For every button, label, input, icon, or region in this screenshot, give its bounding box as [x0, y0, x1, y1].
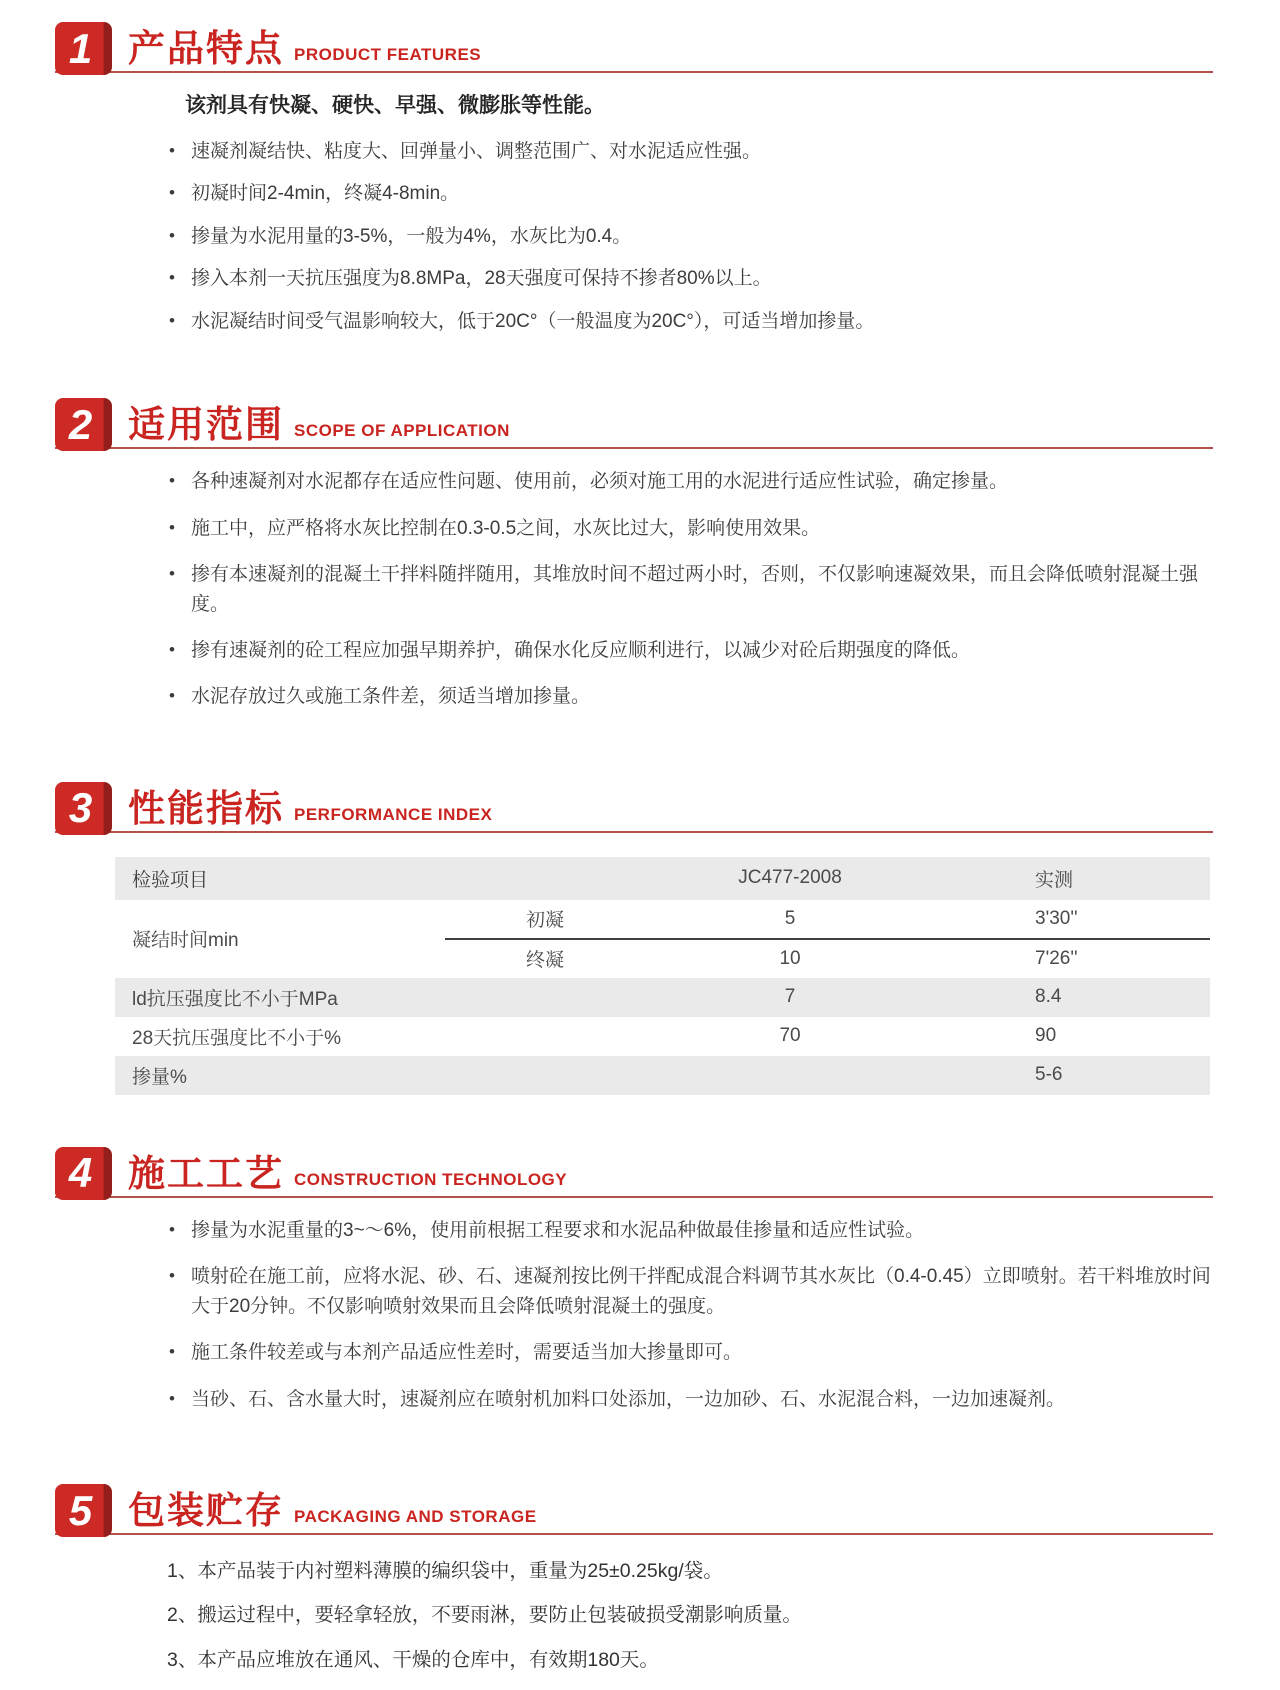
section-header — [55, 1147, 1213, 1198]
section-title-en: PERFORMANCE INDEX — [294, 804, 493, 824]
section-header — [55, 782, 1213, 833]
bullet-item: • 水泥存放过久或施工条件差，须适当增加掺量。 — [167, 682, 1215, 711]
performance-table — [115, 857, 1210, 1095]
section-number-badge: 1 — [55, 22, 112, 75]
table-cell-sub: 初凝 — [445, 900, 645, 939]
section-number-badge: 3 — [55, 782, 112, 835]
bullet-item: • 掺量为水泥用量的3-5%，一般为4%，水灰比为0.4。 — [167, 222, 1215, 251]
bullet-item: • 各种速凝剂对水泥都存在适应性问题、使用前，必须对施工用的水泥进行适应性试验，确定掺量。 — [167, 467, 1215, 496]
section-intro-text: 该剂具有快凝、硬快、早强、微膨胀等性能。 — [185, 94, 605, 117]
table-cell-measured: 7'26'' — [1035, 947, 1078, 969]
section-scope-of-application — [55, 398, 1215, 712]
section-title-zh: 产品特点 — [128, 28, 284, 69]
table-cell-standard: 70 — [779, 1025, 801, 1047]
section-title-en: PACKAGING AND STORAGE — [294, 1507, 537, 1526]
table-header-measured: 实测 — [1035, 869, 1074, 891]
table-cell-standard: 10 — [779, 947, 801, 969]
section-title-en: PRODUCT FEATURES — [294, 45, 482, 64]
table-cell-item: 28天抗压强度比不小于% — [132, 1027, 342, 1049]
bullet-item: • 速凝剂凝结快、粘度大、回弹量小、调整范围广、对水泥适应性强。 — [167, 137, 1215, 166]
section-number-badge: 2 — [55, 398, 112, 451]
bullet-item: • 掺量为水泥重量的3~～6%，使用前根据工程要求和水泥品种做最佳掺量和适应性试验。 — [167, 1216, 1215, 1245]
table-cell-item: 掺量% — [132, 1066, 187, 1088]
section-title-zh: 施工工艺 — [128, 1152, 284, 1194]
table-cell-measured: 3'30'' — [935, 900, 1210, 939]
bullet-item: • 掺有速凝剂的砼工程应加强早期养护，确保水化反应顺利进行，以减少对砼后期强度的降低。 — [167, 636, 1215, 665]
table-header-item: 检验项目 — [132, 869, 209, 891]
table-row — [115, 1017, 1210, 1056]
section-title-zh: 性能指标 — [128, 787, 284, 829]
table-header-row — [115, 857, 1210, 900]
table-row — [115, 978, 1210, 1017]
bullet-item: • 施工中，应严格将水灰比控制在0.3-0.5之间，水灰比过大，影响使用效果。 — [167, 514, 1215, 543]
section-performance-index — [55, 782, 1215, 1095]
section-title-en: CONSTRUCTION TECHNOLOGY — [294, 1169, 568, 1189]
bullet-item: • 施工条件较差或与本剂产品适应性差时，需要适当加大掺量即可。 — [167, 1338, 1215, 1367]
table-row — [115, 900, 1210, 939]
section-product-features — [55, 22, 1215, 336]
section-header — [55, 398, 1213, 449]
bullet-item: • 掺入本剂一天抗压强度为8.8MPa，28天强度可保持不掺者80%以上。 — [167, 264, 1215, 293]
bullet-item: • 初凝时间2-4min，终凝4-8min。 — [167, 179, 1215, 208]
bullet-item: • 水泥凝结时间受气温影响较大，低于20C°（一般温度为20C°），可适当增加掺量。 — [167, 307, 1215, 336]
section-title-zh: 包装贮存 — [128, 1490, 284, 1531]
section-header — [55, 22, 1213, 73]
numbered-item: 1、本产品装于内衬塑料薄膜的编织袋中，重量为25±0.25kg/袋。 — [167, 1560, 723, 1582]
section-construction-technology — [55, 1147, 1215, 1414]
section-number-badge: 4 — [55, 1147, 112, 1200]
table-cell-item: 凝结时间min — [132, 930, 239, 952]
bullet-item: • 掺有本速凝剂的混凝土干拌料随拌随用，其堆放时间不超过两小时，否则，不仅影响速凝效果，而且会降低喷射混凝土强度。 — [167, 560, 1215, 619]
numbered-list — [167, 1557, 1215, 1675]
section-title-en: SCOPE OF APPLICATION — [294, 421, 510, 441]
section-number-badge: 5 — [55, 1484, 112, 1537]
bullet-list — [167, 467, 1215, 712]
table-cell-standard: 5 — [645, 900, 935, 939]
table-cell-standard — [645, 1056, 935, 1095]
table-cell-measured: 90 — [1035, 1025, 1057, 1047]
bullet-item: • 喷射砼在施工前，应将水泥、砂、石、速凝剂按比例干拌配成混合料调节其水灰比（0.4-0.45）立即喷射。若干料堆放时间大于20分钟。不仅影响喷射效果而且会降低喷射混凝土的强度。 — [167, 1262, 1215, 1321]
table-cell-sub: 终凝 — [526, 950, 565, 972]
numbered-item: 3、本产品应堆放在通风、干燥的仓库中，有效期180天。 — [167, 1648, 659, 1671]
table-cell-item: ld抗压强度比不小于MPa — [132, 988, 338, 1010]
section-header — [55, 1484, 1213, 1535]
section-packaging-and-storage — [55, 1484, 1215, 1675]
table-cell-measured: 5-6 — [1035, 1064, 1063, 1086]
table-header-standard: JC477-2008 — [738, 867, 842, 889]
table-cell-standard: 7 — [784, 986, 796, 1008]
table-cell-measured: 8.4 — [1035, 986, 1062, 1008]
bullet-list — [167, 1216, 1215, 1414]
table-row — [115, 1056, 1210, 1095]
numbered-item: 2、搬运过程中，要轻拿轻放，不要雨淋，要防止包装破损受潮影响质量。 — [167, 1604, 802, 1627]
bullet-list — [167, 137, 1215, 336]
bullet-item: • 当砂、石、含水量大时，速凝剂应在喷射机加料口处添加，一边加砂、石、水泥混合料，一边加速凝剂。 — [167, 1385, 1215, 1414]
section-title-zh: 适用范围 — [128, 404, 284, 446]
